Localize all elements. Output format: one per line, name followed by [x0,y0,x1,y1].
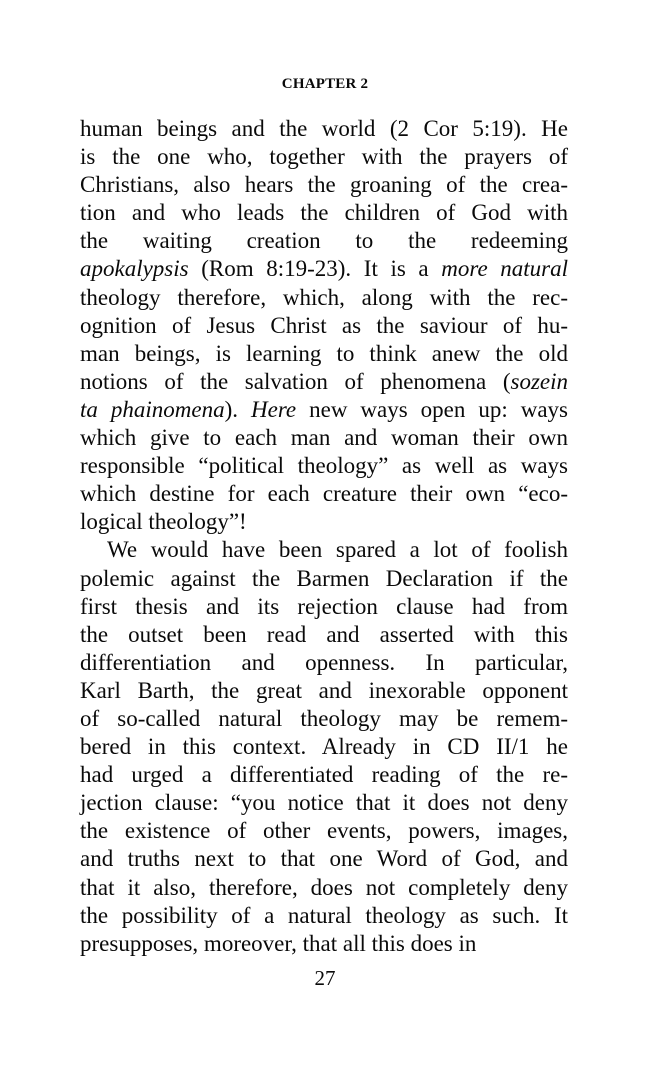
running-head: CHAPTER 2 [281,76,369,92]
text-run: (Rom 8:19-23). It is a [188,256,442,282]
text-line [80,845,568,873]
text-run: differentiation and openness. In particular, [80,649,568,675]
text-run: first thesis and its rejection clause had from [80,593,568,619]
text-line [80,565,568,593]
text-line [80,536,568,564]
italic-run: Here [251,396,297,422]
text-run: the outset been read and asserted with this [80,621,568,647]
text-run: notions of the salvation of phenomena ( [80,368,511,394]
text-line [80,621,568,649]
text-line [80,227,568,255]
text-line [80,143,568,171]
italic-run: more natural [441,256,568,282]
text-run: had urged a differentiated reading of the re- [80,762,568,788]
text-run: presupposes, moreover, that all this does in [80,930,477,956]
text-line [80,677,568,705]
italic-run: apokalypsis [80,256,189,282]
text-run: human beings and the world (2 Cor 5:19). He [80,116,568,141]
text-run: is the one who, together with the prayers of [80,144,568,170]
text-line [80,284,568,312]
text-line [80,452,568,480]
text-run: tion and who leads the children of God with [80,200,568,226]
text-line [80,705,568,733]
text-line [80,115,568,143]
text-run: Christians, also hears the groaning of the crea- [80,172,568,198]
text-run: that it also, therefore, does not completely deny [80,874,568,900]
text-run: of so-called natural theology may be remem- [80,705,568,731]
text-run: logical theology”! [80,509,247,535]
text-run: the possibility of a natural theology as such. It [80,902,568,928]
text-line [80,902,568,930]
text-line [80,424,568,452]
text-line [80,733,568,761]
text-run: which destine for each creature their own “eco- [80,481,568,507]
text-line [80,649,568,677]
text-run: and truths next to that one Word of God, and [80,846,568,872]
text-line [80,340,568,368]
text-run: responsible “political theology” as well as ways [80,453,568,479]
page-number: 27 [314,966,336,990]
italic-run: ta phainomena [80,396,225,422]
text-line [80,930,568,958]
text-run: the existence of other events, powers, images, [80,818,568,844]
text-line [80,368,568,396]
text-line [80,817,568,845]
text-line [80,171,568,199]
text-line [80,593,568,621]
text-line [80,396,568,424]
text-run: which give to each man and woman their own [80,425,568,451]
italic-run: sozein [510,368,568,394]
text-line [80,255,568,283]
text-line [80,789,568,817]
paragraph [80,536,568,957]
text-line [80,508,568,536]
text-line [80,199,568,227]
text-run: bered in this context. Already in CD II/1 he [80,734,568,760]
paragraph [80,115,568,536]
text-run: We would have been spared a lot of foolish [107,537,568,563]
text-run: new ways open up: ways [296,396,568,422]
text-run: the waiting creation to the redeeming [80,228,568,254]
text-run: theology therefore, which, along with the rec- [80,284,568,310]
text-line [80,761,568,789]
text-run: jection clause: “you notice that it does not deny [80,790,568,816]
body-text [80,115,568,958]
text-run: ognition of Jesus Christ as the saviour of hu- [80,312,568,338]
text-line [80,480,568,508]
text-run: polemic against the Barmen Declaration if the [80,565,568,591]
text-run: ). [224,396,251,422]
text-run: Karl Barth, the great and inexorable opponent [80,677,568,703]
text-line [80,312,568,340]
text-line [80,874,568,902]
text-run: man beings, is learning to think anew the old [80,340,568,366]
